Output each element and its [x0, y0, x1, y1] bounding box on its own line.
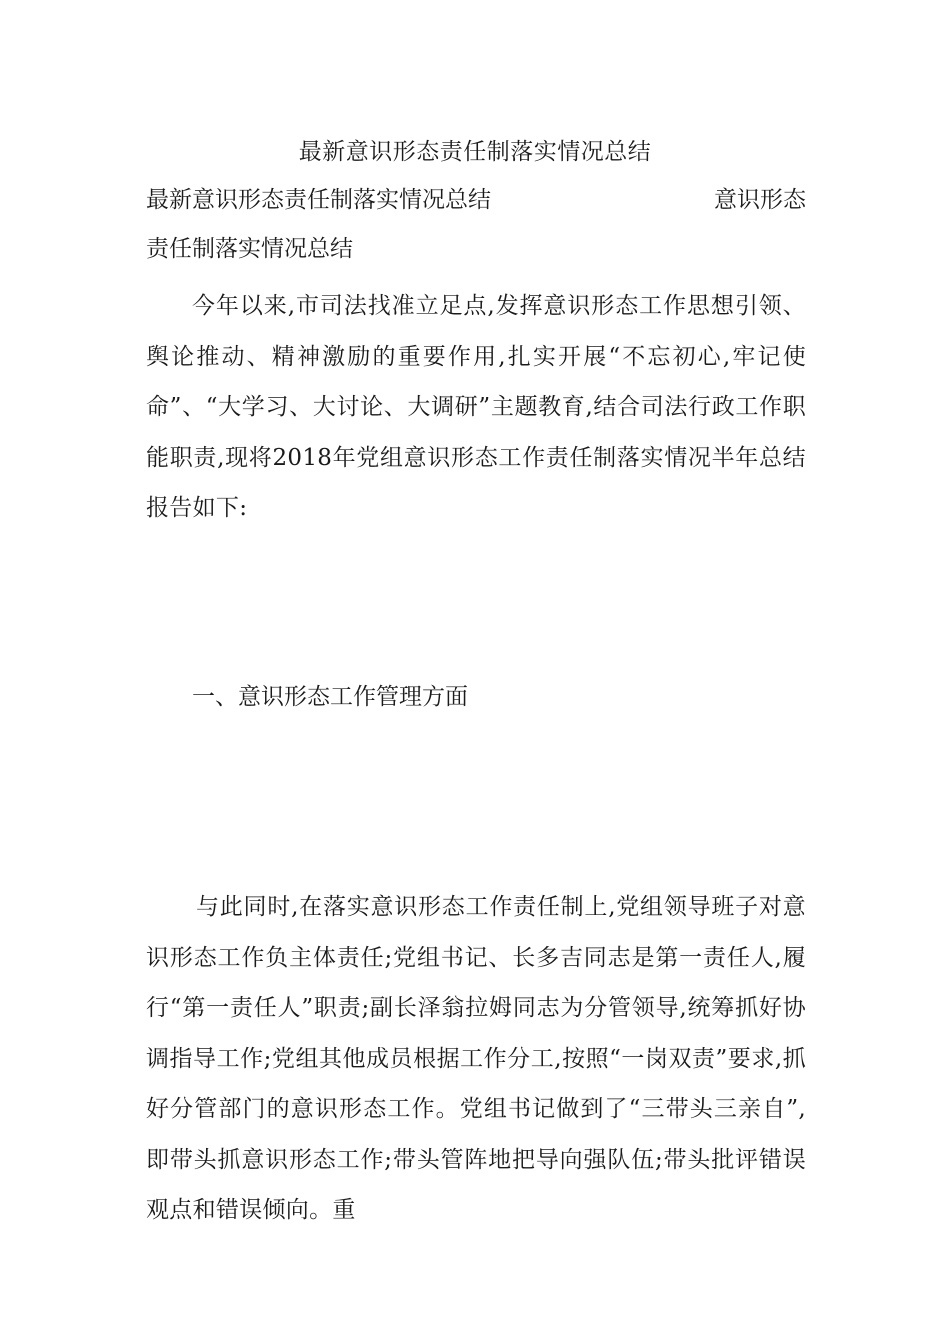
subtitle-right: 意识形态: [714, 187, 806, 213]
document-title: 最新意识形态责任制落实情况总结: [298, 139, 652, 165]
body-paragraph: 与此同时,在落实意识形态工作责任制上,党组领导班子对意识形态工作负主体责任;党组书记、长多吉同志是第一责任人,履行“第一责任人”职责;副长泽翁拉姆同志为分管领导,统筹抓好协调指导工作;党组其他成员根据工作分工,按照“一岗双责”要求,抓好分管部门的意识形态工作。党组书记做到了“三带头三亲自”,即带头抓意识形态工作;带头管阵地把导向强队伍;带头批评错误观点和错误倾向。重: [146, 894, 806, 1223]
subtitle-left: 最新意识形态责任制落实情况总结: [146, 187, 491, 213]
subtitle-continuation: 责任制落实情况总结: [146, 236, 353, 262]
section-heading: 一、意识形态工作管理方面: [192, 684, 468, 710]
intro-paragraph: 今年以来,市司法找准立足点,发挥意识形态工作思想引领、舆论推动、精神激励的重要作用,扎实开展“不忘初心,牢记使命”、“大学习、大讨论、大调研”主题教育,结合司法行政工作职能职责,现将2018年党组意识形态工作责任制落实情况半年总结报告如下:: [146, 293, 806, 521]
